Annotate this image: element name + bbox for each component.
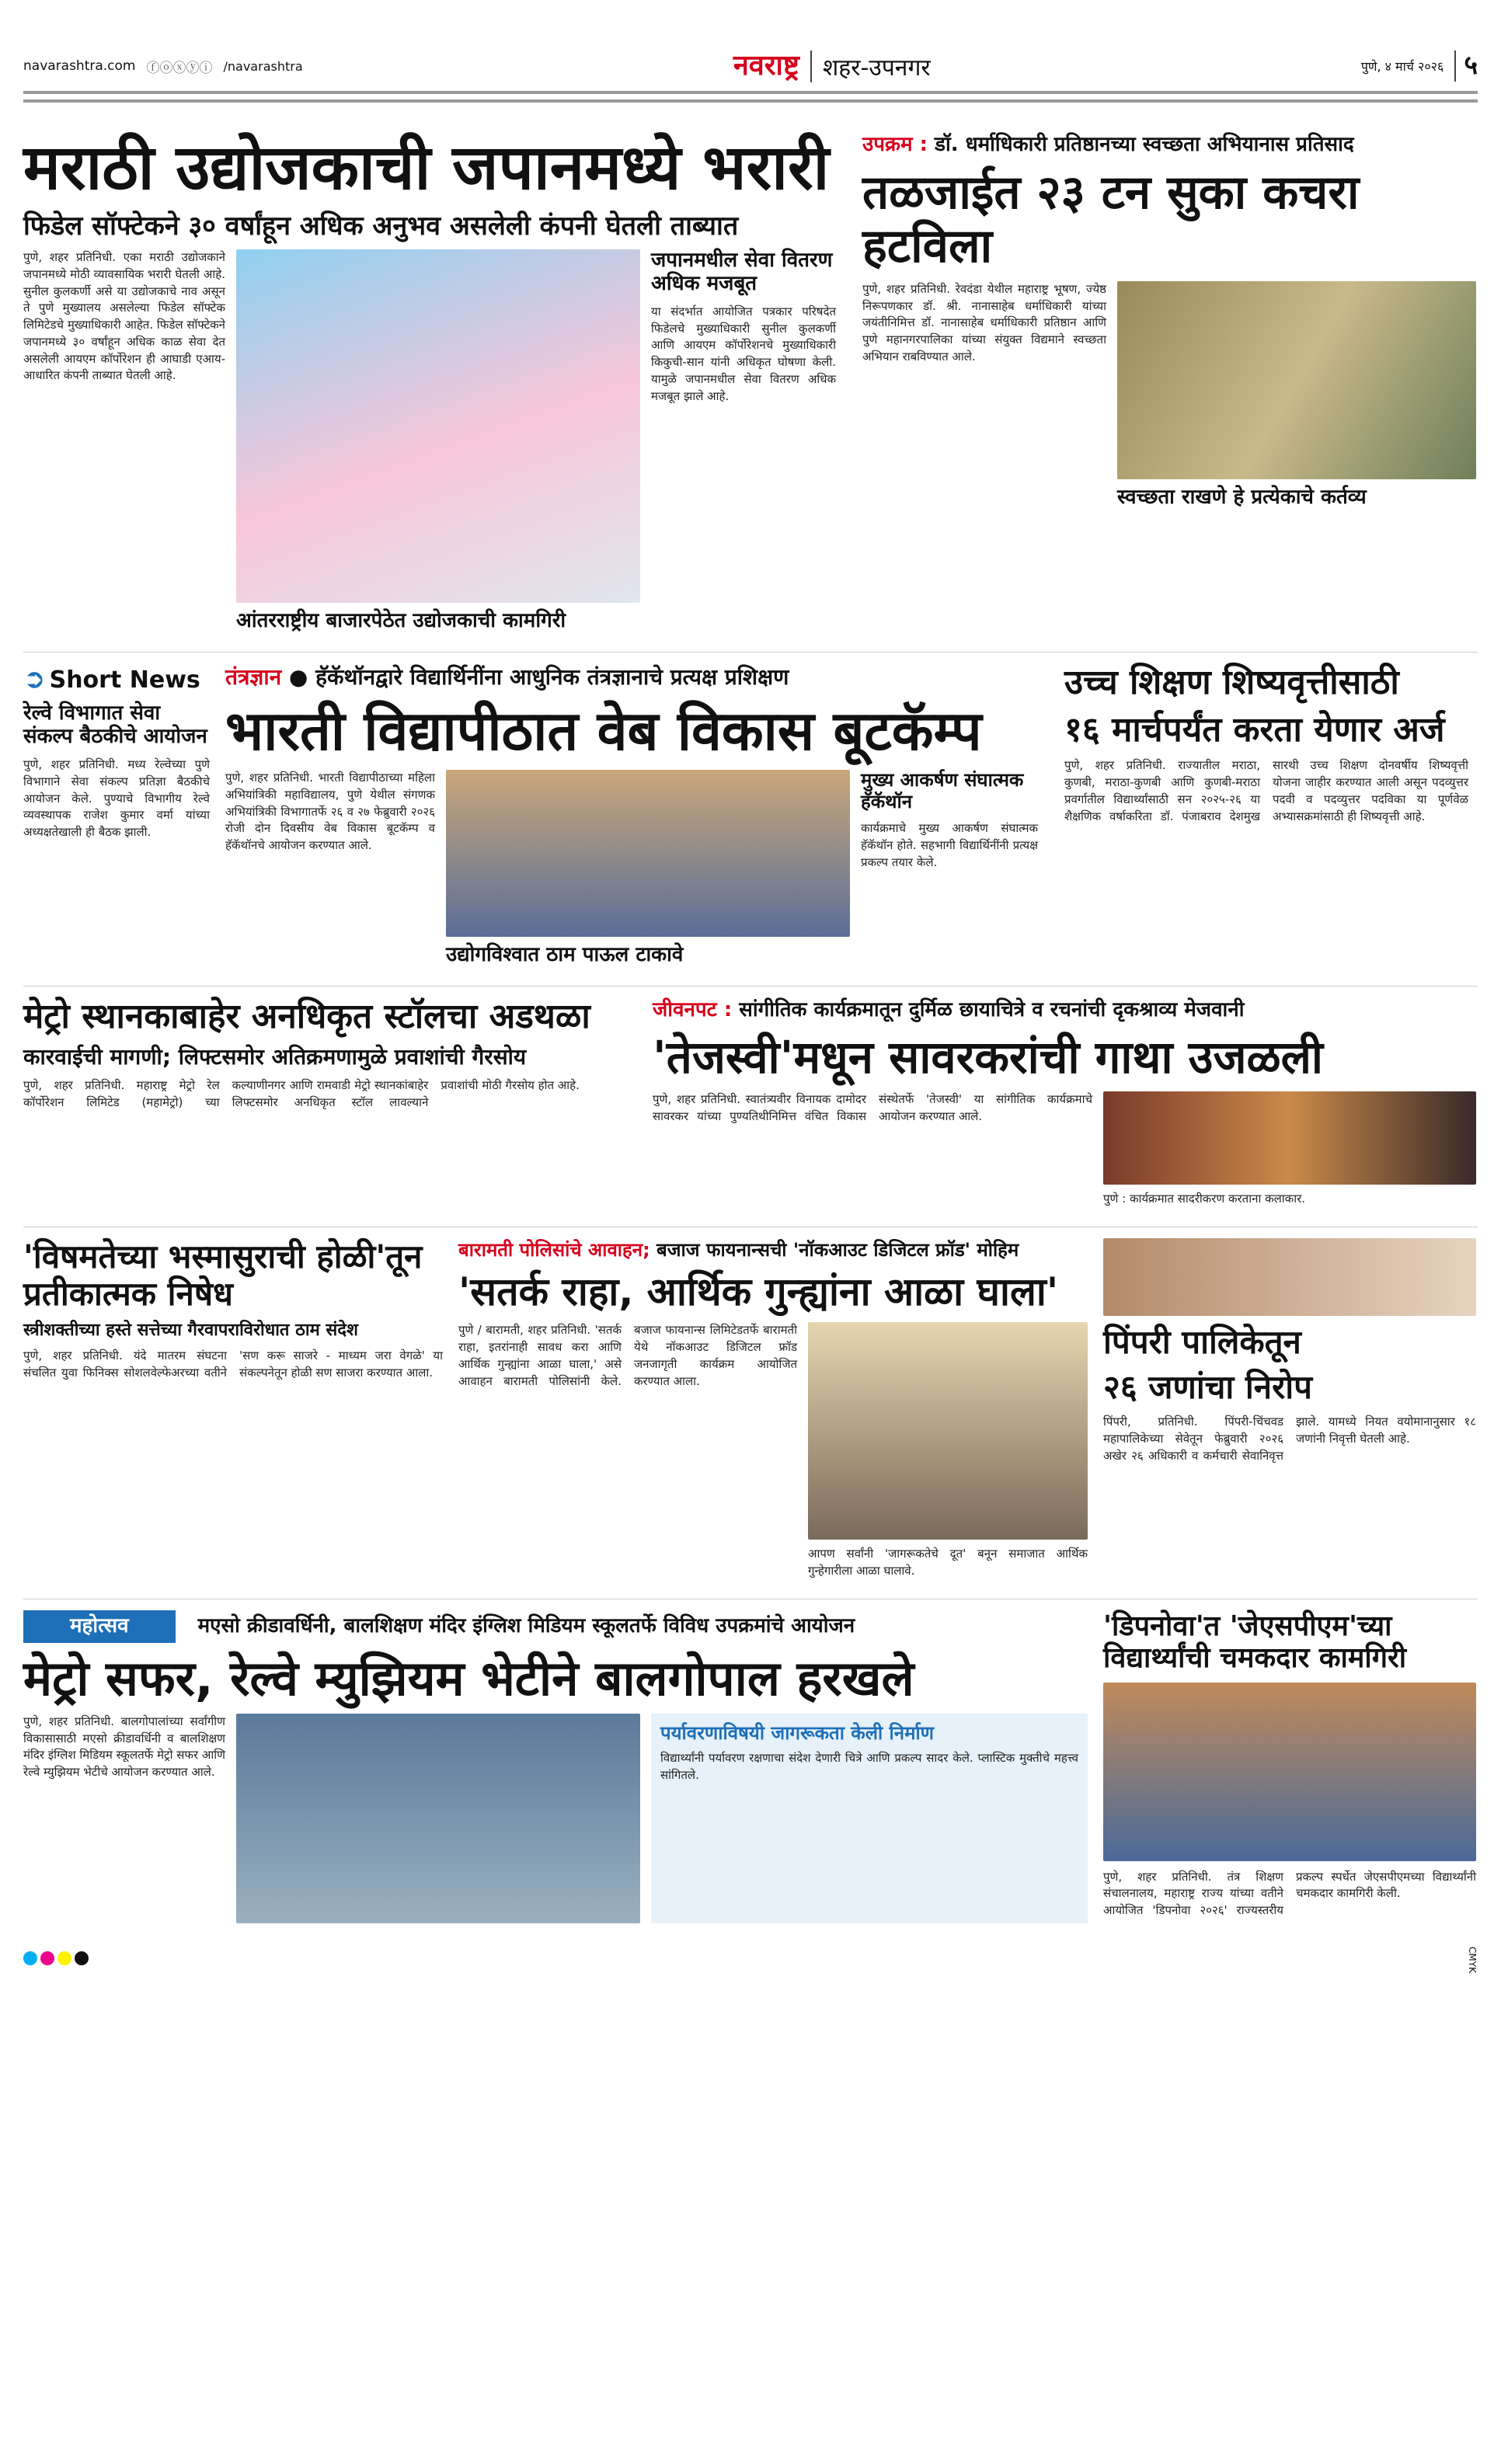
section-name: शहर-उपनगर bbox=[810, 50, 931, 82]
scholar-body: पुणे, शहर प्रतिनिधी. राज्यातील मराठा, कुणबी, मराठा-कुणबी आणि कुणबी-मराठा प्रवर्गातील विद्यार्थ्यांसाठी सन २०२५-२६ या शैक्षणिक वर्षाकरिता डॉ. पंजाबराव देशमुख सारथी उच्च शिक्षण दोनवर्षीय शिष्यवृत्ती योजना जाहीर करण्यात आली असून पदव्युत्तर पदवी व पदव्युत्तर पदविका या पूर्णवेळ अभ्यासक्रमांसाठी ही शिष्यवृत्ती आहे. bbox=[1064, 758, 1468, 823]
fraud-story bbox=[458, 1238, 1088, 1580]
lead-side-head: जपानमधील सेवा वितरण अधिक मजबूत bbox=[651, 249, 833, 295]
logo: नवराष्ट्र bbox=[733, 50, 799, 82]
footer bbox=[23, 1947, 1478, 1973]
clean-photo bbox=[1117, 281, 1476, 479]
fraud-kicker bbox=[458, 1238, 1088, 1262]
fraud-body: पुणे / बारामती, शहर प्रतिनिधी. 'सतर्क राहा, इतरांनाही सावध करा आणि आर्थिक गुन्ह्यांना आळा घाला,' असे आवाहन बारामती पोलिसांनी केले. बजाज फायनान्स लिमिटेडतर्फे बारामती येथे नॉकआउट डिजिटल फ्रॉड जनजागृती कार्यक्रम आयोजित करण्यात आला. bbox=[458, 1323, 797, 1388]
cmyk-mark: CMYK bbox=[1467, 1946, 1478, 1973]
environment-head: पर्यावरणाविषयी जागरूकता केली निर्माण bbox=[660, 1721, 935, 1744]
date: पुणे, ४ मार्च २०२६ bbox=[1360, 59, 1444, 74]
social-handle: /navarashtra bbox=[223, 58, 303, 74]
fraud-headline: 'सतर्क राहा, आर्थिक गुन्ह्यांना आळा घाला' bbox=[458, 1269, 1059, 1314]
site-url[interactable]: navarashtra.com bbox=[23, 58, 136, 74]
lead-subhead: फिडेल सॉफ्टेकने ३० वर्षांहून अधिक अनुभव असलेली कंपनी घेतली ताब्यात bbox=[23, 211, 739, 242]
lead-side-body: या संदर्भात आयोजित पत्रकार परिषदेत फिडेलचे मुख्याधिकारी सुनील कुलकर्णी आणि आयएम कॉर्पोरेशनचे मुख्याधिकारी किकुची-सान यांनी अधिकृत घोषणा केली. यामुळे जपानमधील सेवा वितरण अधिक मजबूत झाले आहे. bbox=[651, 304, 836, 403]
lead-illustration bbox=[236, 249, 640, 603]
mahotsav-headline: मेट्रो सफर, रेल्वे म्युझियम भेटीने बालगोपाल हरखले bbox=[23, 1649, 914, 1707]
savarkar-headline: 'तेजस्वी'मधून सावरकरांची गाथा उजळली bbox=[653, 1031, 1323, 1084]
metro-subhead: कारवाईची मागणी; लिफ्टसमोर अतिक्रमणामुळे प्रवाशांची गैरसोय bbox=[23, 1043, 527, 1070]
clean-headline: तळजाईत २३ टन सुका कचरा हटविला bbox=[862, 165, 1360, 273]
header-rule bbox=[23, 91, 1478, 94]
pimpri-story bbox=[1103, 1238, 1476, 1465]
lead-caption: आंतरराष्ट्रीय बाजारपेठेत उद्योजकाची कामगिरी bbox=[236, 609, 566, 633]
kicker-label: जीवनपट : bbox=[653, 998, 733, 1022]
color-registration-marks bbox=[23, 1951, 92, 1968]
kicker-label: तंत्रज्ञान bbox=[225, 664, 282, 691]
mahotsav-kicker bbox=[23, 1610, 1088, 1643]
short-news-headline: रेल्वे विभागात सेवा संकल्प बैठकीचे आयोजन bbox=[23, 701, 207, 749]
fraud-caption: आपण सर्वांनी 'जागरूकतेचे दूत' बनून समाजात आर्थिक गुन्हेगारीला आळा घालावे. bbox=[808, 1547, 1088, 1578]
lead-body: पुणे, शहर प्रतिनिधी. एका मराठी उद्योजकाने जपानमध्ये मोठी व्यावसायिक भरारी घेतली आहे. सुनील कुलकर्णी असे या उद्योजकाचे नाव असून ते पुणे मुख्यालय असलेल्या फिडेल सॉफ्टेक लिमिटेडचे मुख्याधिकारी आहेत. फिडेल सॉफ्टेकने जपानमध्ये ३० वर्षांहून अधिक काळ सेवा देत असलेली आयएम कॉर्पोरेशन ही आघाडी एआय-आधारित कंपनी ताब्यात घेतली आहे. bbox=[23, 250, 225, 383]
kicker-text: डॉ. धर्माधिकारी प्रतिष्ठानच्या स्वच्छता अभियानास प्रतिसाद bbox=[935, 133, 1354, 156]
pimpri-photo bbox=[1103, 1238, 1476, 1316]
savarkar-body: पुणे, शहर प्रतिनिधी. स्वातंत्र्यवीर विनायक दामोदर सावरकर यांच्या पुण्यतिथीनिमित्त वंचित विकास संस्थेतर्फे 'तेजस्वी' या सांगीतिक कार्यक्रमाचे आयोजन करण्यात आले. bbox=[653, 1091, 1092, 1123]
tech-caption: उद्योगविश्वात ठाम पाऊल टाकावे bbox=[446, 943, 684, 967]
short-news-label: Short News bbox=[49, 666, 200, 694]
page-number: ५ bbox=[1454, 50, 1478, 81]
row-schools bbox=[23, 1599, 1478, 1923]
scholar-headline-2: १६ मार्चपर्यंत करता येणार अर्ज bbox=[1064, 709, 1445, 750]
lead-story bbox=[23, 132, 847, 633]
metro-headline: मेट्रो स्थानकाबाहेर अनधिकृत स्टॉलचा अडथळा bbox=[23, 997, 590, 1037]
tech-side-head: मुख्य आकर्षण संघात्मक हॅकॅथॉन bbox=[861, 769, 1024, 813]
environment-body: विद्यार्थ्यांनी पर्यावरण रक्षणाचा संदेश देणारी चित्रे आणि प्रकल्प सादर केले. प्लास्टिक मुक्तीचे महत्त्व सांगितले. bbox=[660, 1751, 1078, 1783]
header-rule bbox=[23, 99, 1478, 103]
social-icons[interactable]: ⓕⓞⓧⓨⓘ bbox=[146, 60, 213, 76]
tech-headline: भारती विद्यापीठात वेब विकास बूटकॅम्प bbox=[225, 698, 982, 763]
pimpri-body: पिंपरी, प्रतिनिधी. पिंपरी-चिंचवड महापालिकेच्या सेवेतून फेब्रुवारी २०२६ अखेर २६ अधिकारी व कर्मचारी सेवानिवृत्त झाले. यामध्ये नियत वयोमानानुसार १८ जणांनी निवृत्ती घेतली आहे. bbox=[1103, 1415, 1476, 1463]
tech-side-body: कार्यक्रमाचे मुख्य आकर्षण संघात्मक हॅकॅथॉन होते. सहभागी विद्यार्थिनींनी प्रत्यक्ष प्रकल्प तयार केले. bbox=[861, 821, 1038, 869]
metro-story bbox=[23, 997, 637, 1111]
environment-box bbox=[651, 1714, 1088, 1923]
mahotsav-body: पुणे, शहर प्रतिनिधी. बालगोपालांच्या सर्वांगीण विकासासाठी मएसो क्रीडावर्धिनी व बालशिक्षण मंदिर इंग्लिश मिडियम स्कूलतर्फे मेट्रो सफर आणि रेल्वे म्युझियम भेटीचे आयोजन करण्यात आले. bbox=[23, 1714, 225, 1780]
savarkar-story bbox=[653, 997, 1476, 1207]
holi-story bbox=[23, 1238, 443, 1382]
kicker-text: सांगीतिक कार्यक्रमातून दुर्मिळ छायाचित्रे व रचनांची दृकश्राव्य मेजवानी bbox=[739, 998, 1245, 1022]
metro-body: पुणे, शहर प्रतिनिधी. महाराष्ट्र मेट्रो रेल कॉर्पोरेशन लिमिटेड (महामेट्रो) च्या कल्याणीनगर आणि रामवाडी मेट्रो स्थानकांबाहेर लिफ्टसमोर अनधिकृत स्टॉल लावल्याने प्रवाशांची मोठी गैरसोय होत आहे. bbox=[23, 1078, 580, 1109]
tech-story bbox=[225, 663, 1049, 967]
holi-headline: 'विषमतेच्या भस्मासुराची होळी'तून प्रतीकात्मक निषेध bbox=[23, 1237, 423, 1313]
short-news-box bbox=[23, 663, 210, 841]
tech-body: पुणे, शहर प्रतिनिधी. भारती विद्यापीठाच्या महिला अभियांत्रिकी महाविद्यालय, पुणे येथील संगणक अभियांत्रिकी विभागातर्फे २६ व २७ फेब्रुवारी २०२६ रोजी दोन दिवसीय वेब विकास बूटकॅम्प व हॅकॅथॉनचे आयोजन करण्यात आले. bbox=[225, 771, 435, 853]
tech-photo bbox=[446, 770, 850, 937]
row-culture bbox=[23, 986, 1478, 1207]
kicker-text: बजाज फायनान्सची 'नॉकआउट डिजिटल फ्रॉड' मोहिम bbox=[656, 1238, 1019, 1261]
dipnova-photo bbox=[1103, 1683, 1476, 1861]
mahotsav-story bbox=[23, 1610, 1088, 1923]
clean-caption: स्वच्छता राखणे हे प्रत्येकाचे कर्तव्य bbox=[1117, 485, 1367, 509]
fraud-photo bbox=[808, 1322, 1088, 1540]
kicker-label: बारामती पोलिसांचे आवाहन; bbox=[458, 1238, 650, 1261]
kicker-label: महोत्सव bbox=[23, 1610, 176, 1643]
clean-kicker bbox=[862, 132, 1476, 158]
tech-kicker: तंत्रज्ञान ● हॅकॅथॉनद्वारे विद्यार्थिनींना आधुनिक तंत्रज्ञानाचे प्रत्यक्ष प्रशिक्षण bbox=[225, 664, 789, 691]
short-news-body: पुणे, शहर प्रतिनिधी. मध्य रेल्वेच्या पुणे विभागाने सेवा संकल्प प्रतिज्ञा बैठकीचे आयोजन केले. पुण्याचे विभागीय रेल्वे व्यवस्थापक राजेश कुमार वर्मा यांच्या अध्यक्षतेखाली ही बैठक झाली. bbox=[23, 757, 210, 840]
savarkar-kicker bbox=[653, 997, 1476, 1024]
dipnova-body: पुणे, शहर प्रतिनिधी. तंत्र शिक्षण संचालनालय, महाराष्ट्र राज्य यांच्या वतीने आयोजित 'डिपनोवा २०२६' राज्यस्तरीय प्रकल्प स्पर्धेत जेएसपीएमच्या विद्यार्थ्यांनी चमकदार कामगिरी केली. bbox=[1103, 1869, 1476, 1918]
masthead bbox=[23, 47, 1478, 85]
row-top-stories bbox=[23, 121, 1478, 633]
scholar-story bbox=[1064, 663, 1468, 825]
kicker-text: मएसो क्रीडावर्धिनी, बालशिक्षण मंदिर इंग्लिश मिडियम स्कूलतर्फे विविध उपक्रमांचे आयोजन bbox=[197, 1613, 855, 1637]
mahotsav-photo bbox=[236, 1714, 640, 1923]
dipnova-headline: 'डिपनोवा'त 'जेएसपीएम'च्या विद्यार्थ्यांची चमकदार कामगिरी bbox=[1103, 1610, 1407, 1675]
kicker-label: उपक्रम : bbox=[862, 133, 928, 156]
row-civic bbox=[23, 1227, 1478, 1580]
arrow-icon: ➲ bbox=[23, 663, 46, 695]
pimpri-headline-1: पिंपरी पालिकेतून bbox=[1103, 1322, 1301, 1361]
row-education bbox=[23, 652, 1478, 967]
clean-story bbox=[862, 132, 1476, 510]
kicker-text: हॅकॅथॉनद्वारे विद्यार्थिनींना आधुनिक तंत्रज्ञानाचे प्रत्यक्ष प्रशिक्षण bbox=[315, 664, 789, 691]
lead-headline: मराठी उद्योजकाची जपानमध्ये भरारी bbox=[23, 131, 830, 204]
dipnova-story bbox=[1103, 1610, 1476, 1919]
holi-body: पुणे, शहर प्रतिनिधी. यंदे मातरम संघटना संचलित युवा फिनिक्स सोशलवेल्फेअरच्या वतीने 'सण करू साजरे - माध्यम जरा वेगळे' या संकल्पनेतून होळी सण साजरा करण्यात आला. bbox=[23, 1349, 443, 1380]
holi-subhead: स्त्रीशक्तीच्या हस्ते सत्तेच्या गैरवापराविरोधात ठाम संदेश bbox=[23, 1321, 358, 1341]
savarkar-photo bbox=[1103, 1091, 1476, 1185]
clean-body: पुणे, शहर प्रतिनिधी. रेवदंडा येथील महाराष्ट्र भूषण, ज्येष्ठ निरूपणकार डॉ. श्री. नानासाहेब धर्माधिकारी यांच्या जयंतीनिमित्त डॉ. नानासाहेब धर्माधिकारी प्रतिष्ठान आणि पुणे महानगरपालिका यांच्या संयुक्त विद्यमाने स्वच्छता अभियान राबविण्यात आले. bbox=[862, 281, 1106, 364]
scholar-headline-1: उच्च शिक्षण शिष्यवृत्तीसाठी bbox=[1064, 663, 1399, 703]
pimpri-headline-2: २६ जणांचा निरोप bbox=[1103, 1367, 1312, 1406]
savarkar-caption: पुणे : कार्यक्रमात सादरीकरण करताना कलाकार. bbox=[1103, 1191, 1305, 1206]
